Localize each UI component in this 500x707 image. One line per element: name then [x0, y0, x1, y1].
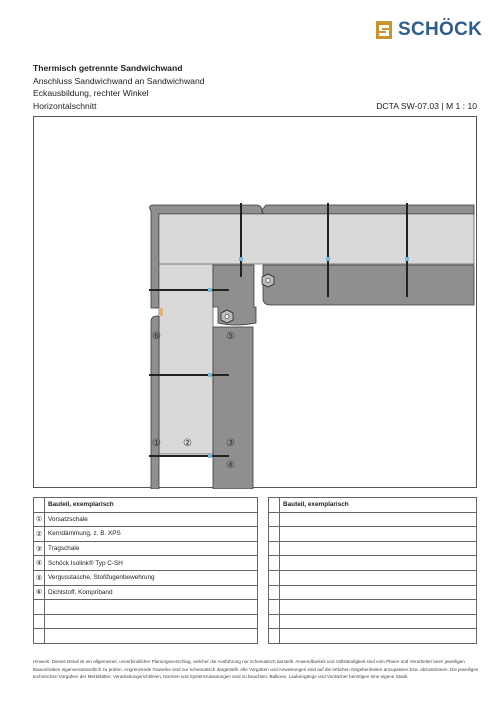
legend-row: [269, 570, 477, 585]
legend-header-label: Bauteil, exemplarisch: [45, 498, 258, 513]
legend-row: [269, 614, 477, 629]
legend-row-text: [280, 614, 477, 629]
legend-row: [34, 585, 258, 600]
legend-row-text: [280, 585, 477, 600]
legend-row-num: [269, 527, 280, 542]
legend-table-left: [33, 497, 258, 644]
legend-row-text: Vergusstasche, Stoßfugenbewehrung: [45, 570, 258, 585]
legend-row-num: [269, 541, 280, 556]
legend-row-num: [34, 629, 45, 644]
legend-row: [269, 541, 477, 556]
document-title: Thermisch getrennte Sandwichwand: [33, 63, 183, 73]
corner-detail-svg: [34, 117, 478, 489]
legend-row-num: [269, 629, 280, 644]
legend-row: [269, 585, 477, 600]
inner-wythe-vertical: [213, 265, 256, 325]
schoeck-mark-icon: [374, 19, 394, 41]
label-1: ①: [152, 438, 161, 449]
legend-row-num: [34, 600, 45, 615]
legend-row-text: [280, 527, 477, 542]
legend-row-num: ①: [34, 512, 45, 527]
label-4: ④: [226, 460, 235, 471]
label-5: ⑤: [226, 331, 235, 342]
legend-row-text: Schöck Isolink® Typ C-SH: [45, 556, 258, 571]
label-2: ②: [183, 438, 192, 449]
legend-row: [34, 614, 258, 629]
brand-logo: [374, 17, 484, 43]
legend-row: [269, 600, 477, 615]
label-3: ③: [226, 438, 235, 449]
legend-row-text: [45, 629, 258, 644]
legend-row-num: [34, 614, 45, 629]
legend-row-text: Dichtstoff, Kompriband: [45, 585, 258, 600]
legend-row: [34, 512, 258, 527]
legend-row-text: [280, 541, 477, 556]
document-section-type: Horizontalschnitt: [33, 100, 97, 111]
legend-row-num: [269, 614, 280, 629]
legend-row-text: [45, 600, 258, 615]
legend-row: [34, 541, 258, 556]
legend-row-text: [280, 600, 477, 615]
outer-wythe-horizontal: [262, 205, 474, 214]
label-6: ⑥: [152, 331, 161, 342]
legend-row-text: [45, 614, 258, 629]
legend-row-num: ⑤: [34, 570, 45, 585]
legend-table-right: [268, 497, 477, 644]
legend-row: [34, 570, 258, 585]
legend-row-num: [269, 600, 280, 615]
legend-row-text: [280, 512, 477, 527]
legend-row-text: Kerndämmung, z. B. XPS: [45, 527, 258, 542]
technical-drawing: [33, 116, 477, 488]
document-reference: DCTA SW-07.03 | M 1 : 10: [376, 100, 477, 111]
insulation-horizontal: [159, 214, 474, 264]
document-subtitle: Anschluss Sandwichwand an Sandwichwand: [33, 75, 205, 86]
legend-header-num: [269, 498, 280, 513]
legend-row-text: Tragschale: [45, 541, 258, 556]
inner-wythe-horizontal: [263, 265, 474, 305]
disclaimer-footnote: Hinweis: Dieses Detail ist ein allgemeiner, unverbindlicher Planungsvorschlag, welcher die Ausführung nur schematisch darstellt. Anwendbarkeit und Vollständigkeit sind vom Planer und Verarbeiter beim jeweiligen Bauvorhaben eigenverantwortlich zu prüfen. Angrenzende Gewerke sind nur schematisch dargestellt. Alle Vorgaben und Anweisungen sind auf die örtlichen Gegebenheiten anzupassen bzw. abzustimmen. Die jeweiligen technischen Vorgaben der Merkblätter, Verarbeitungsrichtlinien, Normen und Systemzulassungen sind zu beachten. Balkone, Laubengänge und Vordächer benötigen eine eigene Statik.: [33, 659, 479, 680]
legend-row-num: ③: [34, 541, 45, 556]
joint-sealant: [159, 308, 163, 316]
legend-row-num: [269, 512, 280, 527]
legend-row: [34, 556, 258, 571]
legend-row: [34, 600, 258, 615]
legend-header-row: [34, 498, 258, 513]
legend-row-text: Vorsatzschale: [45, 512, 258, 527]
legend-row-num: ④: [34, 556, 45, 571]
legend-row-text: [280, 570, 477, 585]
legend-row-text: [280, 556, 477, 571]
document-subtitle-2: Eckausbildung, rechter Winkel: [33, 88, 149, 99]
legend-row: [269, 556, 477, 571]
legend-row-num: [269, 585, 280, 600]
legend-header-label: Bauteil, exemplarisch: [280, 498, 477, 513]
legend-row: [34, 527, 258, 542]
legend-row: [269, 527, 477, 542]
brand-name: SCHÖCK: [398, 19, 483, 40]
legend-header-row: [269, 498, 477, 513]
legend-row-num: [269, 570, 280, 585]
legend-row: [269, 629, 477, 644]
legend-row: [34, 629, 258, 644]
legend-row-num: [269, 556, 280, 571]
legend-header-num: [34, 498, 45, 513]
legend-row-num: ⑥: [34, 585, 45, 600]
legend-row-num: ②: [34, 527, 45, 542]
legend-row-text: [280, 629, 477, 644]
document-header: [33, 62, 477, 112]
legend-row: [269, 512, 477, 527]
